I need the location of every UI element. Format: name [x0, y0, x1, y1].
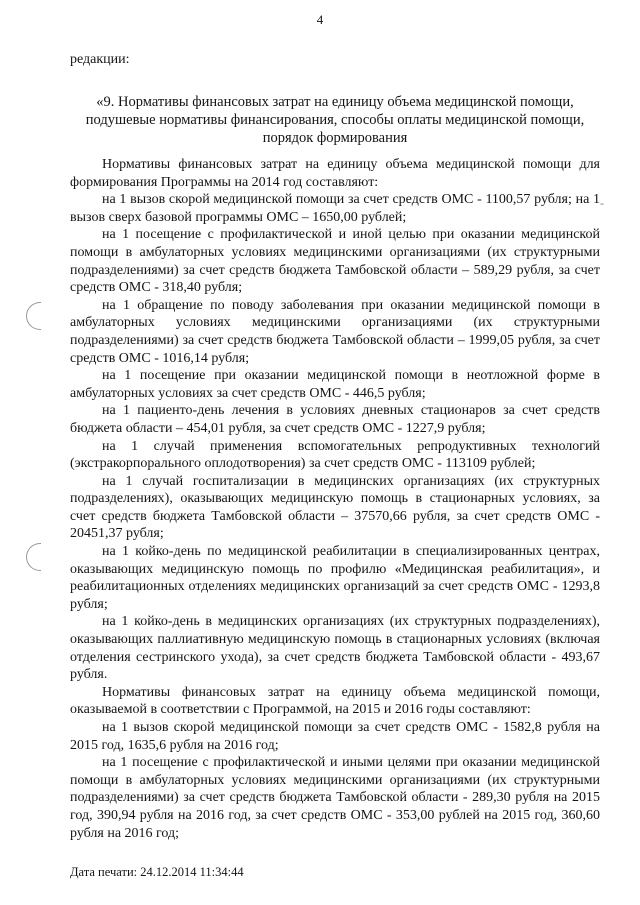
margin-dash-mark: -: [600, 196, 604, 210]
paragraph: на 1 койко-день в медицинских организациях (их структурных подразделениях), оказывающих паллиативную медицинскую помощь в стационарных условиях (включая отделения сестринского ухода), за счет средств бюджета Тамбовской области - 493,67 рубля.: [70, 614, 600, 683]
paragraph: на 1 обращение по поводу заболевания при оказании медицинской помощи в амбулаторных условиях медицинскими организациями (их структурными подразделениями) за счет средств бюджета Тамбовской области – 1999,05 рубля, за счет средств ОМС - 1016,14 рубля;: [70, 297, 600, 366]
punch-hole-mark: [26, 543, 41, 571]
page-number: 4: [316, 12, 324, 27]
paragraph: на 1 койко-день по медицинской реабилитации в специализированных центрах, оказывающих медицинскую помощь по профилю «Медицинская реабилитация», и реабилитационных отделениях медицинских организаций за счет средств ОМС - 1293,8 рубля;: [70, 544, 600, 612]
document-body: [70, 156, 600, 842]
section-title: «9. Нормативы финансовых затрат на единицу объема медицинской помощи, подушевые нормативы финансирования, способы оплаты медицинской помощи, порядок формирования: [85, 94, 585, 146]
paragraph: на 1 случай госпитализации в медицинских организациях (их структурных подразделениях), оказывающих медицинскую помощь в стационарных условиях, за счет средств бюджета Тамбовской области – 37570,66 рубля, за счет средств ОМС - 20451,37 рубля;: [70, 473, 600, 542]
paragraph: на 1 посещение с профилактической и иными целями при оказании медицинской помощи в амбулаторных условиях медицинскими организациями (их структурными подразделениями) за счет средств бюджета Тамбовской области - 289,30 рубля на 2015 год, 390,94 рубля на 2016 год, за счет средств ОМС - 353,00 рублей на 2015 год, 360,60 рубля на 2016 год;: [70, 755, 600, 841]
paragraph: на 1 посещение с профилактической и иной целью при оказании медицинской помощи в амбулаторных условиях медицинскими организациями (их структурными подразделениями) за счет средств бюджета Тамбовской области – 589,29 рубля, за счет средств ОМС - 318,40 рубля;: [70, 227, 600, 296]
punch-hole-mark: [26, 302, 41, 330]
paragraph: на 1 пациенто-день лечения в условиях дневных стационаров за счет средств бюджета области – 454,01 рубля, за счет средств ОМС - 1227,9 рубля;: [70, 403, 600, 436]
paragraph: на 1 посещение при оказании медицинской помощи в неотложной форме в амбулаторных условиях за счет средств ОМС - 446,5 рубля;: [70, 368, 600, 401]
lead-in-text: редакции:: [70, 52, 130, 67]
paragraph: на 1 вызов скорой медицинской помощи за счет средств ОМС - 1582,8 рубля на 2015 год, 1635,6 рубля на 2016 год;: [70, 720, 600, 753]
paragraph: на 1 вызов скорой медицинской помощи за счет средств ОМС - 1100,57 рубля; на 1 вызов сверх базовой программы ОМС – 1650,00 рублей;: [70, 192, 600, 225]
paragraph: Нормативы финансовых затрат на единицу объема медицинской помощи, оказываемой в соответствии с Программой, на 2015 и 2016 годы составляют:: [70, 684, 600, 718]
print-date-footer: Дата печати: 24.12.2014 11:34:44: [70, 865, 244, 879]
paragraph: на 1 случай применения вспомогательных репродуктивных технологий (экстракорпорального оплодотворения) за счет средств ОМС - 113109 рублей;: [70, 438, 600, 472]
paragraph: Нормативы финансовых затрат на единицу объема медицинской помощи для формирования Программы на 2014 год составляют:: [70, 157, 600, 190]
